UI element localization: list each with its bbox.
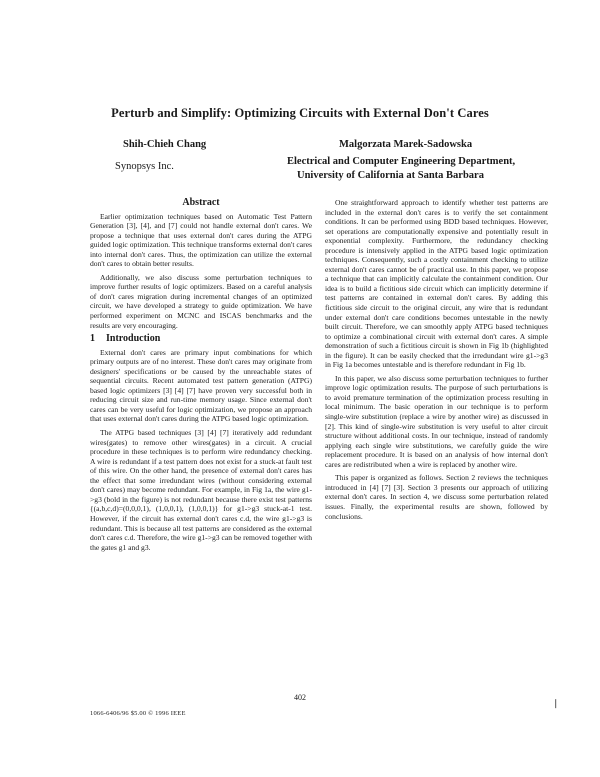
right-column [325,198,548,525]
abstract-paragraph-2: Additionally, we also discuss some perturbation techniques to improve further results of logic optimizers. Based on a careful analysis of don't cares migration during incremental changes of an optimized circuit, we have developed a strategy to guide optimization. We have performed experiment on MCNC and ISCAS benchmarks and the results are very encouraging. [90,272,312,330]
abstract-heading: Abstract [182,197,220,208]
author-2-name: Malgorzata Marek-Sadowska [339,139,473,150]
intro-paragraph-5: This paper is organized as follows. Section 2 reviews the techniques introduced in [4] [7] [3]. Section 3 presents our approach of utilizing external don't cares. In section 4, we discuss some perturbation related issues. Finally, the experimental results are shown, followed by conclusions. [325,473,548,521]
author-2-affiliation-line2: University of California at Santa Barbara [297,170,484,181]
paper-title: Perturb and Simplify: Optimizing Circuits with External Don't Cares [111,106,489,120]
author-1-affiliation: Synopsys Inc. [115,161,174,172]
abstract-paragraph-1: Earlier optimization techniques based on Automatic Test Pattern Generation [3], [4], and [7] could not handle external don't cares. We propose a technique that uses external don't cares during the ATPG guided logic optimization. This technique transforms external don't cares into internal don't cares. Thus, the optimization can utilize the external don't cares to obtain better results. [90,211,312,269]
copyright-footer: 1066-6406/96 $5.00 © 1996 IEEE [90,710,186,717]
margin-mark: ❘ [552,698,560,708]
intro-paragraph-1: External don't cares are primary input combinations for which primary outputs are of no interest. These don't cares may originate from designers' specifications or be caused by the unreachable states of sequential circuits. Recent automated test pattern generation (ATPG) based logic optimizers [3] [4] [7] have proven very successful both in reducing circuit size and run-time memory usage. Since external don't cares can be very useful for logic optimization, we propose an approach that uses external don't cares during the ATPG based logic optimization. [90,347,312,424]
intro-paragraph-3: One straightforward approach to identify whether test patterns are included in the external don't cares is to verify the set containment conditions. It can be performed using BDD based techniques. However, set operations are computationally expensive and potentially result in exponential complexity. Furthermore, the redundancy checking procedure is intensively applied in the ATPG based logic optimization techniques. Consequently, such a costly containment checking to utilize external don't cares cannot be of practical use. In this paper, we propose a technique that can implicitly calculate the containment condition. Our idea is to build a fictitious side circuit which can implicitly determine if test patterns are contained in external don't cares. By adding this fictitious side circuit to the original circuit, any wire that is redundant under external don't care conditions becomes untestable in the newly built circuit. Therefore, we can smoothly apply ATPG based techniques to optimize a combinational circuit with external don't cares. A simple demonstration of such a fictitious circuit is shown in Fig 1b (highlighted in the figure). It can be easily checked that the irredundant wire g1->g3 in Fig 1a becomes untestable and is therefore redundant in Fig 1b. [325,198,548,370]
section-heading-introduction [90,334,312,344]
section-number: 1 [90,333,95,345]
left-column [90,198,312,556]
intro-paragraph-4: In this paper, we also discuss some perturbation techniques to further improve logic optimization results. The purpose of such perturbations is to avoid premature termination of the optimization process resulting in local minimum. The basic operation in our technique is to perform single-wire substitution (replace a wire by another wire) as discussed in [2]. This kind of single-wire substitution is very useful to alter circuit structure without additional costs. In our technique, instead of randomly applying each single wire substitutions, we carefully guide the wire replacement procedure. It is based on an analysis of how internal don't cares are redistributed when a wire is replaced by another wire. [325,373,548,469]
author-1-name: Shih-Chieh Chang [123,139,207,150]
author-2-affiliation-line1: Electrical and Computer Engineering Department, [287,156,516,167]
intro-paragraph-2: The ATPG based techniques [3] [4] [7] iteratively add redundant wires(gates) to remove other wires(gates) in a circuit. A crucial procedure in these techniques is to perform wire redundancy checking. A wire is redundant if a test pattern does not exist for a stuck-at fault test of this wire. On the other hand, the presence of external don't cares has the effect that some irredundant wires (without considering external don't cares) may become redundant. For example, in Fig 1a, the wire g1->g3 (bold in the figure) is not redundant because there exist test patterns {(a,b,c,d)=(0,0,0,1), (1,0,0,1), (1,0,0,1)} for g1->g3 stuck-at-1 test. However, if the circuit has external don't cares c.d, the wire g1->g3 is redundant. This is because all test patterns are considered as the external don't cares c.d. Therefore, the wire g1->g3 can be removed together with the gates g1 and g3. [90,428,312,552]
section-title-text: Introduction [106,333,161,345]
page-number: 402 [294,693,306,702]
